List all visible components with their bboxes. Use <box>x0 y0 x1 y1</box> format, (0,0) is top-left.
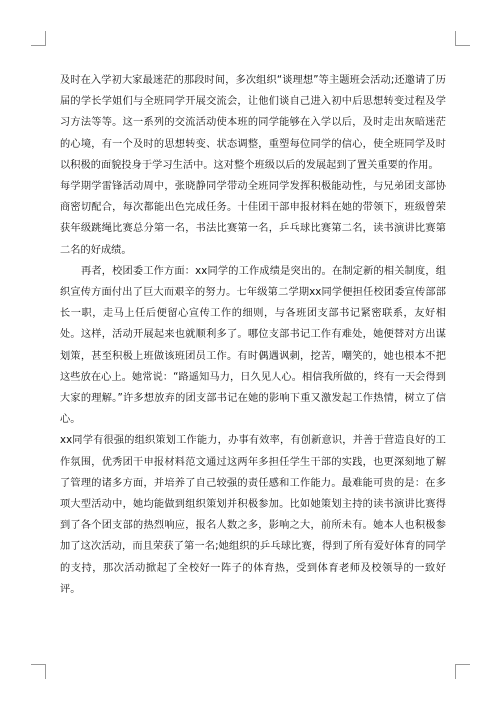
paragraph-4: xx同学有很强的组织策划工作能力，办事有效率，有创新意识，并善于营造良好的工作氛围，优秀团干申报材料范文通过这两年多担任学生干部的实践，也更深刻地了解了管理的诸多方面，并培养了自己较强的责任感和工作能力。最难能可贵的是：在多项大型活动中，她均能做到组织策划并积极参加。比如她策划主持的读书演讲比赛得到了各个团支部的热烈响应，报名人数之多，影响之大，前所未有。她本人也积极参加了这次活动，而且荣获了第一名;她组织的乒乓球比赛，得到了所有爱好体育的同学的支持，那次活动掀起了全校好一阵子的体育热，受到体育老师及校领导的一致好评。 <box>60 435 446 595</box>
paragraph-1: 及时在入学初大家最迷茫的那段时间，多次组织“谈理想”等主题班会活动;还邀请了历届的学长学姐们与全班同学开展交流会，让他们谈自己进入初中后思想转变过程及学习方法等等。这一系列的交流活动使本班的同学能够在入学以后，及时走出灰暗迷茫的心境，有一个及时的思想转变、状态调整，重塑每位同学的信心，使全班同学及时以积极的面貌投身于学习生活中。这对整个班级以后的发展起到了置关重要的作用。 <box>60 75 446 171</box>
document-body <box>60 70 446 600</box>
crop-mark-top-left <box>31 31 46 46</box>
crop-mark-bottom-left <box>31 664 46 679</box>
crop-mark-bottom-right <box>455 664 470 679</box>
paragraph-3: 再者，校团委工作方面：xx同学的工作成绩是突出的。在制定新的相关制度，组织宣传方面付出了巨大而艰辛的努力。七年级第二学期xx同学便担任校团委宣传部部长一职，走马上任后便留心宣传工作的细则，与各班团支部书记紧密联系，友好相处。这样，活动开展起来也就顺利多了。哪位支部书记工作有难处，她便替对方出谋划策，甚至积极上班做该班团员工作。有时偶遇讽刺，挖苦，嘲笑的，她也根本不把这些放在心上。她常说：“路遥知马力，日久见人心。相信我所做的，终有一天会得到大家的理解。”许多想放弃的团支部书记在她的影响下重又激发起工作热情，树立了信心。 <box>60 265 446 426</box>
paragraph-2: 每学期学雷锋活动周中，张晓静同学带动全班同学发挥积极能动性，与兄弟团支部协商密切配合，每次都能出色完成任务。十佳团干部申报材料在她的带领下，班级曾荣获年级跳绳比赛总分第一名，书法比赛第一名，乒乓球比赛第二名，读书演讲比赛第二名的好成绩。 <box>60 181 446 256</box>
crop-mark-top-right <box>455 31 470 46</box>
